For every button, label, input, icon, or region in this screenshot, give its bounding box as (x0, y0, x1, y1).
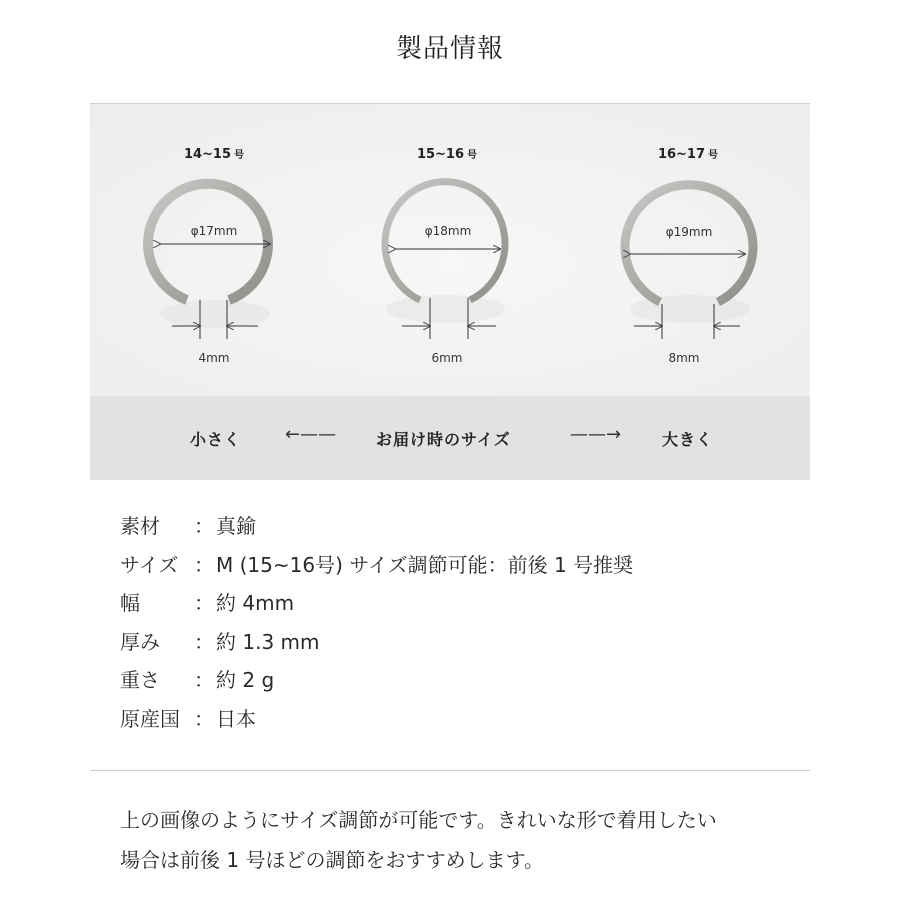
spec-row-width (120, 587, 633, 626)
spec-value: 真鍮 (216, 514, 256, 538)
ring-3-size: 16~17 (657, 147, 706, 162)
spec-key: 重さ (120, 668, 160, 692)
spec-colon: ： (194, 552, 214, 577)
spec-colon: ： (194, 706, 214, 731)
right-arrow-icon: ——→ (570, 424, 622, 445)
spec-colon: ： (194, 514, 214, 538)
ring-2-size-unit: 号 (467, 150, 478, 161)
ring-1-size: 14~15 (183, 147, 232, 162)
spec-colon: ： (194, 668, 214, 692)
ring-2-size: 15~16 (416, 147, 465, 162)
spec-row-size (120, 549, 633, 588)
ring-2-diameter: φ18mm (424, 224, 472, 238)
spec-key: 原産国 (120, 706, 180, 731)
left-arrow-icon: ←—— (285, 424, 337, 445)
ring-1-size-unit: 号 (234, 150, 245, 161)
spec-key: 厚み (120, 629, 160, 654)
ring-2-size-label (377, 146, 517, 162)
size-note (120, 800, 800, 880)
page-title: 製品情報 (395, 34, 504, 64)
bottom-divider (90, 770, 810, 771)
spec-colon: ： (194, 629, 214, 654)
ring-1-gap: 4mm (198, 351, 230, 365)
spec-key: サイズ (120, 552, 179, 577)
spec-value: 約 2 g (216, 668, 275, 692)
spec-row-material (120, 510, 633, 549)
ring-3-diameter: φ19mm (665, 225, 713, 239)
note-line-1: 上の画像のようにサイズ調節が可能です。きれいな形で着用したい (120, 808, 717, 832)
spec-value: 約 4mm (216, 591, 295, 615)
delivered-size-label: お届け時のサイズ (376, 430, 511, 449)
ring-2-gap: 6mm (431, 351, 463, 365)
smaller-label: 小さく (190, 430, 242, 449)
note-line-2: 場合は前後 1 号ほどの調節をおすすめします。 (120, 848, 545, 872)
spec-key: 素材 (120, 514, 160, 538)
ring-1-size-label (144, 146, 284, 162)
spec-value: 約 1.3 mm (216, 629, 320, 654)
spec-value: M (15~16号) サイズ調節可能：前後 1 号推奨 (216, 552, 634, 577)
ring-3-size-unit: 号 (708, 150, 719, 161)
spec-list (120, 510, 633, 741)
larger-label: 大きく (662, 430, 714, 449)
spec-row-origin (120, 703, 633, 742)
ring-3-size-label (618, 146, 758, 162)
spec-key: 幅 (120, 591, 140, 615)
size-adjust-bar (90, 396, 810, 480)
ring-1-diameter: φ17mm (190, 224, 238, 238)
ring-size-photo (90, 104, 810, 396)
spec-value: 日本 (216, 706, 256, 731)
spec-colon: ： (194, 591, 214, 615)
spec-row-thickness (120, 626, 633, 665)
spec-row-weight (120, 664, 633, 703)
ring-3-gap: 8mm (668, 351, 700, 365)
